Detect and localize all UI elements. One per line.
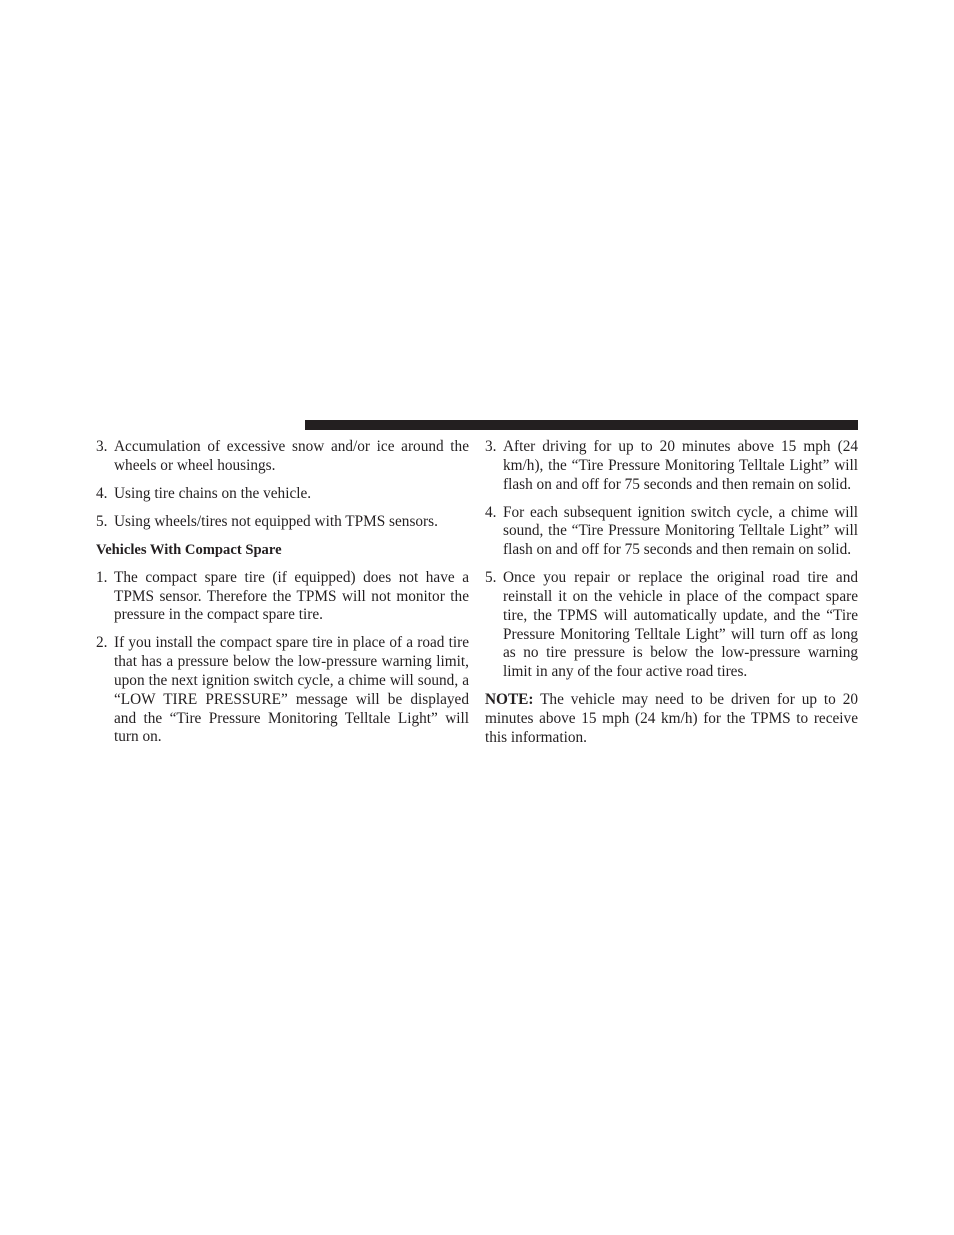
header-rule bbox=[305, 420, 858, 430]
item-text: Accumulation of excessive snow and/or ice around the wheels or wheel housings. bbox=[114, 438, 469, 474]
left-column bbox=[96, 438, 469, 756]
list-item bbox=[96, 513, 469, 532]
item-text: Once you repair or replace the original road tire and reinstall it on the vehicle in place of the compact spare tire, the TPMS will automatically update, and the “Tire Pressure Monitoring Telltale Light” will turn off as long as no tire pressure is below the low-pressure warning limit in any of the four active road tires. bbox=[503, 569, 858, 681]
item-number: 5. bbox=[485, 569, 497, 587]
list-item bbox=[485, 569, 858, 682]
item-number: 3. bbox=[485, 438, 497, 455]
section-heading: Vehicles With Compact Spare bbox=[96, 541, 282, 558]
item-number: 3. bbox=[96, 438, 108, 455]
item-text: For each subsequent ignition switch cycle, a chime will sound, the “Tire Pressure Monitoring Telltale Light” will flash on and off for 75 seconds and then remain on solid. bbox=[503, 503, 858, 559]
note-text: The vehicle may need to be driven for up to 20 minutes above 15 mph (24 km/h) for the TPMS to receive this information. bbox=[485, 691, 858, 746]
list-item bbox=[96, 438, 469, 476]
item-text: The compact spare tire (if equipped) does not have a TPMS sensor. Therefore the TPMS will not monitor the pressure in the compact spare tire. bbox=[114, 568, 469, 624]
right-column bbox=[485, 438, 858, 748]
list-item bbox=[96, 569, 469, 625]
note-label: NOTE: bbox=[485, 691, 534, 709]
item-text: After driving for up to 20 minutes above 15 mph (24 km/h), the “Tire Pressure Monitoring Telltale Light” will flash on and off for 75 seconds and then remain on solid. bbox=[503, 438, 858, 493]
list-item bbox=[96, 634, 469, 747]
item-text: Using tire chains on the vehicle. bbox=[114, 484, 312, 502]
item-number: 2. bbox=[96, 634, 108, 652]
item-number: 5. bbox=[96, 512, 108, 530]
item-text: If you install the compact spare tire in place of a road tire that has a pressure below the low-pressure warning limit, upon the next ignition switch cycle, a chime will sound, a “LOW TIRE PRESSURE” message will be displayed and the “Tire Pressure Monitoring Telltale Light” will turn on. bbox=[114, 634, 469, 746]
note-paragraph bbox=[485, 691, 858, 747]
list-item bbox=[485, 438, 858, 494]
item-number: 4. bbox=[485, 503, 497, 521]
list-item bbox=[485, 504, 858, 560]
list-item bbox=[96, 485, 469, 504]
item-number: 1. bbox=[96, 568, 108, 586]
item-number: 4. bbox=[96, 484, 108, 502]
item-text: Using wheels/tires not equipped with TPMS sensors. bbox=[114, 512, 438, 530]
